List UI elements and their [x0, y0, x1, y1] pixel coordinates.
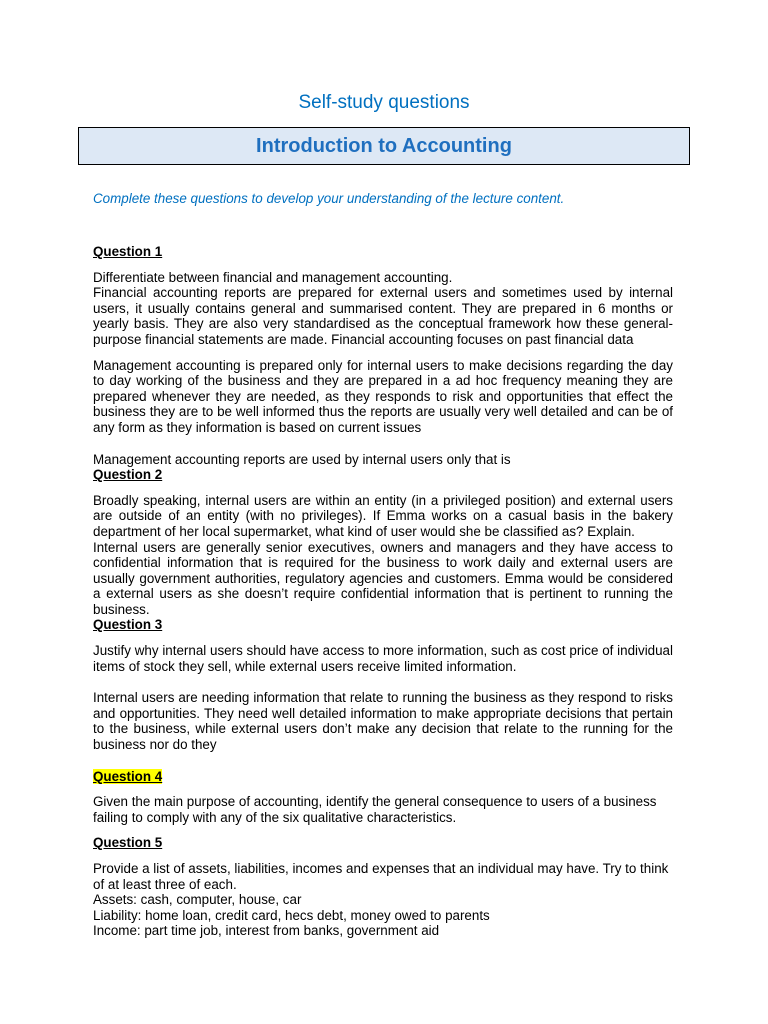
intro-text: Complete these questions to develop your understanding of the lecture content. [93, 191, 565, 206]
question-1-prompt: Differentiate between financial and management accounting. [93, 269, 453, 285]
question-5-liability: Liability: home loan, credit card, hecs debt, money owed to parents [93, 907, 490, 923]
question-1-answer-financial: Financial accounting reports are prepared for external users and sometimes used by internal users, it usually contains general and summarised content. They are prepared in 6 months or yearly basis. They are also very standardised as the conceptual framework how these general-purpose financial statements are made. Financial accounting focuses on past financial data [93, 285, 673, 347]
question-2-answer: Internal users are generally senior executives, owners and managers and they have access to confidential information that is required for the business to work daily and external users are usually government authorities, regulatory agencies and customers. Emma would be considered a external users as she doesn’t require confidential information that is pertinent to running the business. [93, 539, 673, 617]
document-title: Introduction to Accounting [78, 127, 690, 165]
question-3-prompt: Justify why internal users should have access to more information, such as cost price of individual items of stock they sell, while external users receive limited information. [93, 643, 673, 674]
question-2-heading: Question 2 [93, 467, 163, 483]
document-subtitle: Self-study questions [298, 92, 470, 113]
question-3-answer: Internal users are needing information that relate to running the business as they respond to risks and opportunities. They need well detailed information to make appropriate decisions that pertain to the business, while external users don’t make any decision that relate to the running for the business nor do they [93, 690, 673, 753]
question-1-heading: Question 1 [93, 244, 163, 259]
question-5-assets: Assets: cash, computer, house, car [93, 892, 302, 908]
question-5-income: Income: part time job, interest from banks, government aid [93, 923, 440, 939]
question-1-answer-usage: Management accounting reports are used by internal users only that is [93, 451, 511, 467]
question-5-heading: Question 5 [93, 835, 163, 851]
questions-content [93, 244, 673, 939]
question-1-answer-management: Management accounting is prepared only for internal users to make decisions regarding the day to day working of the business and they are prepared in a ad hoc frequency meaning they are prepared whenever they are needed, as they responds to risk and opportunities that effect the business they are to be well informed thus the reports are usually very well detailed and can be of any form as they information is based on current issues [93, 357, 673, 435]
question-4-heading: Question 4 [93, 768, 163, 784]
question-5-prompt: Provide a list of assets, liabilities, incomes and expenses that an individual may have. Try to think of at least three of each. [93, 861, 669, 892]
question-3-heading: Question 3 [93, 617, 163, 633]
question-4-prompt: Given the main purpose of accounting, identify the general consequence to users of a business failing to comply with any of the six qualitative characteristics. [93, 794, 657, 825]
question-2-prompt: Broadly speaking, internal users are within an entity (in a privileged position) and external users are outside of an entity (with no privileges). If Emma works on a casual basis in the bakery department of her local supermarket, what kind of user would she be classified as? Explain. [93, 492, 673, 539]
